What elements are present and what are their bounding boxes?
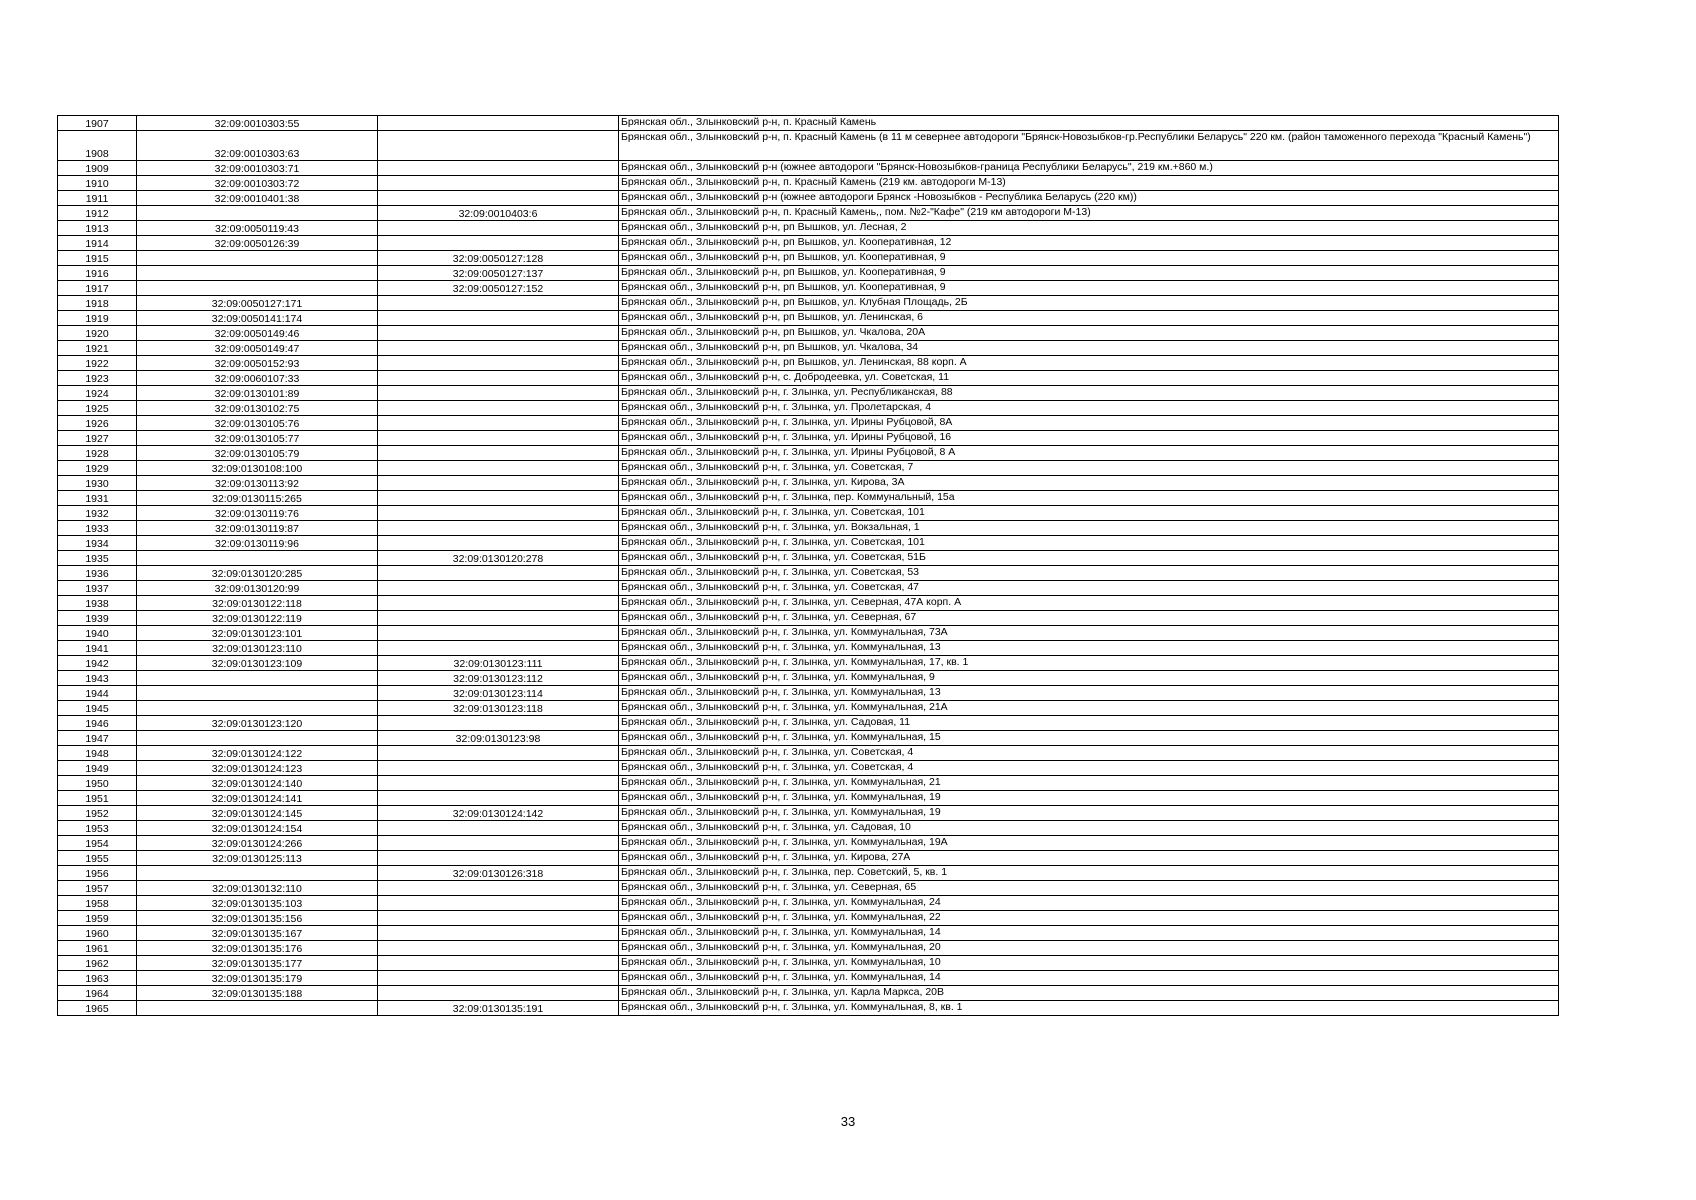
related-cadastral-number-cell: 32:09:0130123:98 [378, 731, 619, 746]
address-cell: Брянская обл., Злынковский р-н (южнее автодороги "Брянск-Новозыбков-граница Республики Беларусь", 219 км.+860 м.) [619, 161, 1559, 176]
related-cadastral-number-cell [378, 161, 619, 176]
related-cadastral-number-cell [378, 446, 619, 461]
table-row [58, 341, 1559, 356]
cadastral-number-cell: 32:09:0130119:76 [137, 506, 378, 521]
address-cell: Брянская обл., Злынковский р-н, г. Злынка, пер. Советский, 5, кв. 1 [619, 866, 1559, 881]
related-cadastral-number-cell [378, 491, 619, 506]
cadastral-number-cell: 32:09:0130124:122 [137, 746, 378, 761]
table-row [58, 581, 1559, 596]
table-row [58, 656, 1559, 671]
cadastral-number-cell: 32:09:0130123:120 [137, 716, 378, 731]
related-cadastral-number-cell [378, 836, 619, 851]
table-row [58, 536, 1559, 551]
cadastral-number-cell: 32:09:0130124:140 [137, 776, 378, 791]
address-cell: Брянская обл., Злынковский р-н, г. Злынка, ул. Коммунальная, 17, кв. 1 [619, 656, 1559, 671]
row-number-cell: 1924 [58, 386, 137, 401]
cadastral-number-cell: 32:09:0010303:63 [137, 131, 378, 161]
address-cell: Брянская обл., Злынковский р-н, рп Вышков, ул. Кооперативная, 9 [619, 281, 1559, 296]
row-number-cell: 1910 [58, 176, 137, 191]
row-number-cell: 1937 [58, 581, 137, 596]
table-row [58, 971, 1559, 986]
cadastral-number-cell: 32:09:0130122:118 [137, 596, 378, 611]
cadastral-number-cell [137, 206, 378, 221]
cadastral-number-cell: 32:09:0130101:89 [137, 386, 378, 401]
address-cell: Брянская обл., Злынковский р-н, г. Злынка, ул. Советская, 101 [619, 506, 1559, 521]
row-number-cell: 1940 [58, 626, 137, 641]
cadastral-number-cell: 32:09:0130102:75 [137, 401, 378, 416]
cadastral-number-cell: 32:09:0130135:167 [137, 926, 378, 941]
address-cell: Брянская обл., Злынковский р-н, г. Злынка, ул. Коммунальная, 14 [619, 971, 1559, 986]
row-number-cell: 1951 [58, 791, 137, 806]
table-body [58, 116, 1559, 1016]
address-cell: Брянская обл., Злынковский р-н (южнее автодороги Брянск -Новозыбков - Республика Беларусь (220 км)) [619, 191, 1559, 206]
cadastral-number-cell: 32:09:0130122:119 [137, 611, 378, 626]
related-cadastral-number-cell [378, 131, 619, 161]
row-number-cell: 1961 [58, 941, 137, 956]
related-cadastral-number-cell: 32:09:0050127:128 [378, 251, 619, 266]
related-cadastral-number-cell [378, 716, 619, 731]
related-cadastral-number-cell [378, 791, 619, 806]
row-number-cell: 1920 [58, 326, 137, 341]
address-cell: Брянская обл., Злынковский р-н, рп Вышков, ул. Лесная, 2 [619, 221, 1559, 236]
related-cadastral-number-cell [378, 581, 619, 596]
row-number-cell: 1947 [58, 731, 137, 746]
address-cell: Брянская обл., Злынковский р-н, рп Вышков, ул. Кооперативная, 9 [619, 251, 1559, 266]
related-cadastral-number-cell [378, 851, 619, 866]
table-row [58, 746, 1559, 761]
related-cadastral-number-cell [378, 596, 619, 611]
address-cell: Брянская обл., Злынковский р-н, г. Злынка, ул. Ирины Рубцовой, 16 [619, 431, 1559, 446]
row-number-cell: 1908 [58, 131, 137, 161]
table-row [58, 446, 1559, 461]
related-cadastral-number-cell: 32:09:0130120:278 [378, 551, 619, 566]
related-cadastral-number-cell [378, 326, 619, 341]
cadastral-number-cell: 32:09:0130123:110 [137, 641, 378, 656]
row-number-cell: 1912 [58, 206, 137, 221]
table-row [58, 551, 1559, 566]
table-row [58, 161, 1559, 176]
row-number-cell: 1956 [58, 866, 137, 881]
related-cadastral-number-cell: 32:09:0130123:118 [378, 701, 619, 716]
table-row [58, 821, 1559, 836]
table-row [58, 356, 1559, 371]
related-cadastral-number-cell: 32:09:0130123:114 [378, 686, 619, 701]
row-number-cell: 1931 [58, 491, 137, 506]
cadastral-number-cell [137, 1001, 378, 1016]
table-row [58, 671, 1559, 686]
row-number-cell: 1926 [58, 416, 137, 431]
address-cell: Брянская обл., Злынковский р-н, г. Злынка, ул. Кирова, 27А [619, 851, 1559, 866]
cadastral-number-cell: 32:09:0130105:76 [137, 416, 378, 431]
table-row [58, 176, 1559, 191]
cadastral-number-cell: 32:09:0130135:156 [137, 911, 378, 926]
row-number-cell: 1935 [58, 551, 137, 566]
row-number-cell: 1907 [58, 116, 137, 131]
cadastral-number-cell: 32:09:0130135:177 [137, 956, 378, 971]
table-row [58, 431, 1559, 446]
cadastral-number-cell: 32:09:0130135:103 [137, 896, 378, 911]
row-number-cell: 1936 [58, 566, 137, 581]
address-cell: Брянская обл., Злынковский р-н, г. Злынка, ул. Коммунальная, 22 [619, 911, 1559, 926]
cadastral-number-cell [137, 731, 378, 746]
row-number-cell: 1963 [58, 971, 137, 986]
related-cadastral-number-cell [378, 881, 619, 896]
related-cadastral-number-cell [378, 476, 619, 491]
address-cell: Брянская обл., Злынковский р-н, г. Злынка, ул. Коммунальная, 13 [619, 686, 1559, 701]
table-row [58, 206, 1559, 221]
table-row [58, 326, 1559, 341]
row-number-cell: 1918 [58, 296, 137, 311]
row-number-cell: 1928 [58, 446, 137, 461]
cadastral-number-cell: 32:09:0130124:141 [137, 791, 378, 806]
cadastral-number-cell: 32:09:0130115:265 [137, 491, 378, 506]
row-number-cell: 1946 [58, 716, 137, 731]
row-number-cell: 1938 [58, 596, 137, 611]
table-row [58, 131, 1559, 161]
related-cadastral-number-cell [378, 956, 619, 971]
address-cell: Брянская обл., Злынковский р-н, рп Вышков, ул. Кооперативная, 12 [619, 236, 1559, 251]
related-cadastral-number-cell [378, 311, 619, 326]
cadastral-number-cell: 32:09:0050127:171 [137, 296, 378, 311]
cadastral-number-cell: 32:09:0130120:99 [137, 581, 378, 596]
related-cadastral-number-cell [378, 506, 619, 521]
cadastral-number-cell: 32:09:0050152:93 [137, 356, 378, 371]
related-cadastral-number-cell [378, 416, 619, 431]
row-number-cell: 1921 [58, 341, 137, 356]
table-row [58, 716, 1559, 731]
row-number-cell: 1923 [58, 371, 137, 386]
table-row [58, 221, 1559, 236]
table-row [58, 461, 1559, 476]
related-cadastral-number-cell [378, 221, 619, 236]
address-cell: Брянская обл., Злынковский р-н, п. Красный Камень,, пом. №2-"Кафе" (219 км автодороги М-13) [619, 206, 1559, 221]
table-row [58, 986, 1559, 1001]
related-cadastral-number-cell [378, 371, 619, 386]
cadastral-number-cell [137, 701, 378, 716]
address-cell: Брянская обл., Злынковский р-н, п. Красный Камень (219 км. автодороги М-13) [619, 176, 1559, 191]
related-cadastral-number-cell [378, 896, 619, 911]
related-cadastral-number-cell [378, 401, 619, 416]
related-cadastral-number-cell [378, 986, 619, 1001]
table-row [58, 611, 1559, 626]
table-row [58, 761, 1559, 776]
row-number-cell: 1917 [58, 281, 137, 296]
address-cell: Брянская обл., Злынковский р-н, г. Злынка, ул. Коммунальная, 19А [619, 836, 1559, 851]
table-row [58, 296, 1559, 311]
cadastral-number-cell [137, 686, 378, 701]
table-row [58, 401, 1559, 416]
address-cell: Брянская обл., Злынковский р-н, г. Злынка, ул. Коммунальная, 73А [619, 626, 1559, 641]
row-number-cell: 1949 [58, 761, 137, 776]
cadastral-number-cell: 32:09:0130123:109 [137, 656, 378, 671]
address-cell: Брянская обл., Злынковский р-н, рп Вышков, ул. Чкалова, 20А [619, 326, 1559, 341]
row-number-cell: 1933 [58, 521, 137, 536]
table-row [58, 626, 1559, 641]
cadastral-number-cell [137, 551, 378, 566]
related-cadastral-number-cell [378, 296, 619, 311]
address-cell: Брянская обл., Злынковский р-н, г. Злынка, ул. Северная, 47А корп. А [619, 596, 1559, 611]
address-cell: Брянская обл., Злынковский р-н, г. Злынка, ул. Ирины Рубцовой, 8А [619, 416, 1559, 431]
row-number-cell: 1911 [58, 191, 137, 206]
row-number-cell: 1944 [58, 686, 137, 701]
address-cell: Брянская обл., Злынковский р-н, г. Злынка, ул. Садовая, 10 [619, 821, 1559, 836]
address-cell: Брянская обл., Злынковский р-н, г. Злынка, ул. Советская, 53 [619, 566, 1559, 581]
cadastral-number-cell: 32:09:0130124:145 [137, 806, 378, 821]
cadastral-number-cell: 32:09:0130123:101 [137, 626, 378, 641]
related-cadastral-number-cell: 32:09:0130123:111 [378, 656, 619, 671]
table-row [58, 236, 1559, 251]
table-row [58, 476, 1559, 491]
address-cell: Брянская обл., Злынковский р-н, г. Злынка, ул. Коммунальная, 9 [619, 671, 1559, 686]
row-number-cell: 1930 [58, 476, 137, 491]
page-number: 33 [840, 1114, 856, 1129]
address-cell: Брянская обл., Злынковский р-н, г. Злынка, ул. Кирова, 3А [619, 476, 1559, 491]
address-cell: Брянская обл., Злынковский р-н, г. Злынка, ул. Коммунальная, 14 [619, 926, 1559, 941]
related-cadastral-number-cell [378, 641, 619, 656]
row-number-cell: 1913 [58, 221, 137, 236]
cadastral-number-cell: 32:09:0130105:77 [137, 431, 378, 446]
cadastral-number-cell: 32:09:0130119:96 [137, 536, 378, 551]
row-number-cell: 1959 [58, 911, 137, 926]
table-row [58, 566, 1559, 581]
cadastral-number-cell: 32:09:0130113:92 [137, 476, 378, 491]
address-cell: Брянская обл., Злынковский р-н, рп Вышков, ул. Чкалова, 34 [619, 341, 1559, 356]
address-cell: Брянская обл., Злынковский р-н, г. Злынка, ул. Пролетарская, 4 [619, 401, 1559, 416]
table-row [58, 881, 1559, 896]
address-cell: Брянская обл., Злынковский р-н, рп Вышков, ул. Ленинская, 88 корп. А [619, 356, 1559, 371]
address-cell: Брянская обл., Злынковский р-н, г. Злынка, ул. Советская, 4 [619, 761, 1559, 776]
address-cell: Брянская обл., Злынковский р-н, г. Злынка, ул. Коммунальная, 15 [619, 731, 1559, 746]
table-row [58, 596, 1559, 611]
table-row [58, 1001, 1559, 1016]
related-cadastral-number-cell [378, 521, 619, 536]
related-cadastral-number-cell [378, 821, 619, 836]
address-cell: Брянская обл., Злынковский р-н, г. Злынка, ул. Коммунальная, 19 [619, 806, 1559, 821]
address-cell: Брянская обл., Злынковский р-н, г. Злынка, ул. Коммунальная, 24 [619, 896, 1559, 911]
related-cadastral-number-cell: 32:09:0050127:152 [378, 281, 619, 296]
row-number-cell: 1965 [58, 1001, 137, 1016]
related-cadastral-number-cell [378, 191, 619, 206]
cadastral-number-cell: 32:09:0130124:266 [137, 836, 378, 851]
related-cadastral-number-cell: 32:09:0050127:137 [378, 266, 619, 281]
cadastral-number-cell: 32:09:0130135:176 [137, 941, 378, 956]
related-cadastral-number-cell [378, 566, 619, 581]
address-cell: Брянская обл., Злынковский р-н, г. Злынка, ул. Северная, 65 [619, 881, 1559, 896]
cadastral-number-cell: 32:09:0010401:38 [137, 191, 378, 206]
row-number-cell: 1943 [58, 671, 137, 686]
cadastral-number-cell: 32:09:0050149:46 [137, 326, 378, 341]
related-cadastral-number-cell [378, 116, 619, 131]
cadastral-number-cell: 32:09:0050119:43 [137, 221, 378, 236]
address-cell: Брянская обл., Злынковский р-н, г. Злынка, ул. Республиканская, 88 [619, 386, 1559, 401]
related-cadastral-number-cell [378, 611, 619, 626]
row-number-cell: 1939 [58, 611, 137, 626]
row-number-cell: 1948 [58, 746, 137, 761]
table-row [58, 521, 1559, 536]
related-cadastral-number-cell [378, 971, 619, 986]
address-cell: Брянская обл., Злынковский р-н, г. Злынка, ул. Советская, 7 [619, 461, 1559, 476]
address-cell: Брянская обл., Злынковский р-н, г. Злынка, ул. Советская, 4 [619, 746, 1559, 761]
address-cell: Брянская обл., Злынковский р-н, г. Злынка, ул. Коммунальная, 21 [619, 776, 1559, 791]
table-row [58, 731, 1559, 746]
table-row [58, 281, 1559, 296]
cadastral-number-cell: 32:09:0010303:55 [137, 116, 378, 131]
address-cell: Брянская обл., Злынковский р-н, г. Злынка, ул. Садовая, 11 [619, 716, 1559, 731]
row-number-cell: 1922 [58, 356, 137, 371]
row-number-cell: 1953 [58, 821, 137, 836]
address-cell: Брянская обл., Злынковский р-н, г. Злынка, ул. Коммунальная, 13 [619, 641, 1559, 656]
related-cadastral-number-cell [378, 386, 619, 401]
table-row [58, 776, 1559, 791]
row-number-cell: 1962 [58, 956, 137, 971]
row-number-cell: 1929 [58, 461, 137, 476]
row-number-cell: 1927 [58, 431, 137, 446]
cadastral-number-cell [137, 281, 378, 296]
address-cell: Брянская обл., Злынковский р-н, рп Вышков, ул. Кооперативная, 9 [619, 266, 1559, 281]
table-row [58, 386, 1559, 401]
table-row [58, 941, 1559, 956]
row-number-cell: 1941 [58, 641, 137, 656]
address-cell: Брянская обл., Злынковский р-н, г. Злынка, ул. Коммунальная, 8, кв. 1 [619, 1001, 1559, 1016]
cadastral-number-cell [137, 671, 378, 686]
cadastral-number-cell: 32:09:0010303:72 [137, 176, 378, 191]
address-cell: Брянская обл., Злынковский р-н, г. Злынка, ул. Советская, 51Б [619, 551, 1559, 566]
table-row [58, 266, 1559, 281]
row-number-cell: 1925 [58, 401, 137, 416]
table-row [58, 641, 1559, 656]
table-row [58, 791, 1559, 806]
related-cadastral-number-cell [378, 911, 619, 926]
address-cell: Брянская обл., Злынковский р-н, г. Злынка, ул. Ирины Рубцовой, 8 А [619, 446, 1559, 461]
table-row [58, 836, 1559, 851]
row-number-cell: 1932 [58, 506, 137, 521]
related-cadastral-number-cell: 32:09:0010403:6 [378, 206, 619, 221]
cadastral-number-cell: 32:09:0130105:79 [137, 446, 378, 461]
table-row [58, 491, 1559, 506]
related-cadastral-number-cell [378, 356, 619, 371]
table-row [58, 956, 1559, 971]
row-number-cell: 1964 [58, 986, 137, 1001]
row-number-cell: 1957 [58, 881, 137, 896]
address-cell: Брянская обл., Злынковский р-н, г. Злынка, ул. Коммунальная, 19 [619, 791, 1559, 806]
cadastral-number-cell: 32:09:0130119:87 [137, 521, 378, 536]
cadastral-number-cell [137, 266, 378, 281]
table-row [58, 191, 1559, 206]
table-row [58, 911, 1559, 926]
row-number-cell: 1934 [58, 536, 137, 551]
address-cell: Брянская обл., Злынковский р-н, г. Злынка, ул. Коммунальная, 20 [619, 941, 1559, 956]
address-cell: Брянская обл., Злынковский р-н, рп Вышков, ул. Ленинская, 6 [619, 311, 1559, 326]
cadastral-number-cell: 32:09:0130120:285 [137, 566, 378, 581]
table-row [58, 851, 1559, 866]
address-cell: Брянская обл., Злынковский р-н, г. Злынка, ул. Северная, 67 [619, 611, 1559, 626]
address-cell: Брянская обл., Злынковский р-н, с. Добродеевка, ул. Советская, 11 [619, 371, 1559, 386]
cadastral-number-cell: 32:09:0130124:154 [137, 821, 378, 836]
cadastral-number-cell: 32:09:0130108:100 [137, 461, 378, 476]
row-number-cell: 1950 [58, 776, 137, 791]
table-row [58, 116, 1559, 131]
cadastral-number-cell: 32:09:0130135:188 [137, 986, 378, 1001]
address-cell: Брянская обл., Злынковский р-н, п. Красный Камень [619, 116, 1559, 131]
address-cell: Брянская обл., Злынковский р-н, п. Красный Камень (в 11 м севернее автодороги "Брянск-Новозыбков-гр.Республики Беларусь" 220 км. (район таможенного перехода "Красный Камень") [619, 131, 1559, 161]
related-cadastral-number-cell [378, 746, 619, 761]
related-cadastral-number-cell [378, 761, 619, 776]
table-row [58, 926, 1559, 941]
row-number-cell: 1915 [58, 251, 137, 266]
related-cadastral-number-cell [378, 926, 619, 941]
table-row [58, 506, 1559, 521]
related-cadastral-number-cell: 32:09:0130123:112 [378, 671, 619, 686]
address-cell: Брянская обл., Злынковский р-н, г. Злынка, ул. Советская, 47 [619, 581, 1559, 596]
row-number-cell: 1916 [58, 266, 137, 281]
cadastral-number-cell: 32:09:0050126:39 [137, 236, 378, 251]
related-cadastral-number-cell [378, 461, 619, 476]
related-cadastral-number-cell: 32:09:0130126:318 [378, 866, 619, 881]
row-number-cell: 1945 [58, 701, 137, 716]
related-cadastral-number-cell [378, 626, 619, 641]
cadastral-number-cell: 32:09:0050141:174 [137, 311, 378, 326]
row-number-cell: 1955 [58, 851, 137, 866]
row-number-cell: 1954 [58, 836, 137, 851]
property-register-table [57, 115, 1559, 1016]
cadastral-number-cell [137, 251, 378, 266]
related-cadastral-number-cell: 32:09:0130135:191 [378, 1001, 619, 1016]
address-cell: Брянская обл., Злынковский р-н, г. Злынка, пер. Коммунальный, 15а [619, 491, 1559, 506]
cadastral-number-cell: 32:09:0130132:110 [137, 881, 378, 896]
table-row [58, 416, 1559, 431]
cadastral-number-cell [137, 866, 378, 881]
table-row [58, 701, 1559, 716]
cadastral-number-cell: 32:09:0130124:123 [137, 761, 378, 776]
table-row [58, 896, 1559, 911]
related-cadastral-number-cell [378, 776, 619, 791]
row-number-cell: 1960 [58, 926, 137, 941]
row-number-cell: 1942 [58, 656, 137, 671]
row-number-cell: 1952 [58, 806, 137, 821]
cadastral-number-cell: 32:09:0130135:179 [137, 971, 378, 986]
address-cell: Брянская обл., Злынковский р-н, г. Злынка, ул. Карла Маркса, 20В [619, 986, 1559, 1001]
address-cell: Брянская обл., Злынковский р-н, г. Злынка, ул. Коммунальная, 21А [619, 701, 1559, 716]
table-row [58, 866, 1559, 881]
related-cadastral-number-cell [378, 536, 619, 551]
related-cadastral-number-cell [378, 941, 619, 956]
related-cadastral-number-cell [378, 431, 619, 446]
cadastral-number-cell: 32:09:0060107:33 [137, 371, 378, 386]
row-number-cell: 1919 [58, 311, 137, 326]
related-cadastral-number-cell: 32:09:0130124:142 [378, 806, 619, 821]
row-number-cell: 1958 [58, 896, 137, 911]
related-cadastral-number-cell [378, 341, 619, 356]
table-row [58, 371, 1559, 386]
cadastral-number-cell: 32:09:0050149:47 [137, 341, 378, 356]
cadastral-number-cell: 32:09:0010303:71 [137, 161, 378, 176]
related-cadastral-number-cell [378, 176, 619, 191]
address-cell: Брянская обл., Злынковский р-н, г. Злынка, ул. Коммунальная, 10 [619, 956, 1559, 971]
table-row [58, 686, 1559, 701]
row-number-cell: 1914 [58, 236, 137, 251]
table-row [58, 806, 1559, 821]
address-cell: Брянская обл., Злынковский р-н, г. Злынка, ул. Вокзальная, 1 [619, 521, 1559, 536]
related-cadastral-number-cell [378, 236, 619, 251]
row-number-cell: 1909 [58, 161, 137, 176]
address-cell: Брянская обл., Злынковский р-н, рп Вышков, ул. Клубная Площадь, 2Б [619, 296, 1559, 311]
table-row [58, 251, 1559, 266]
address-cell: Брянская обл., Злынковский р-н, г. Злынка, ул. Советская, 101 [619, 536, 1559, 551]
cadastral-number-cell: 32:09:0130125:113 [137, 851, 378, 866]
table-row [58, 311, 1559, 326]
